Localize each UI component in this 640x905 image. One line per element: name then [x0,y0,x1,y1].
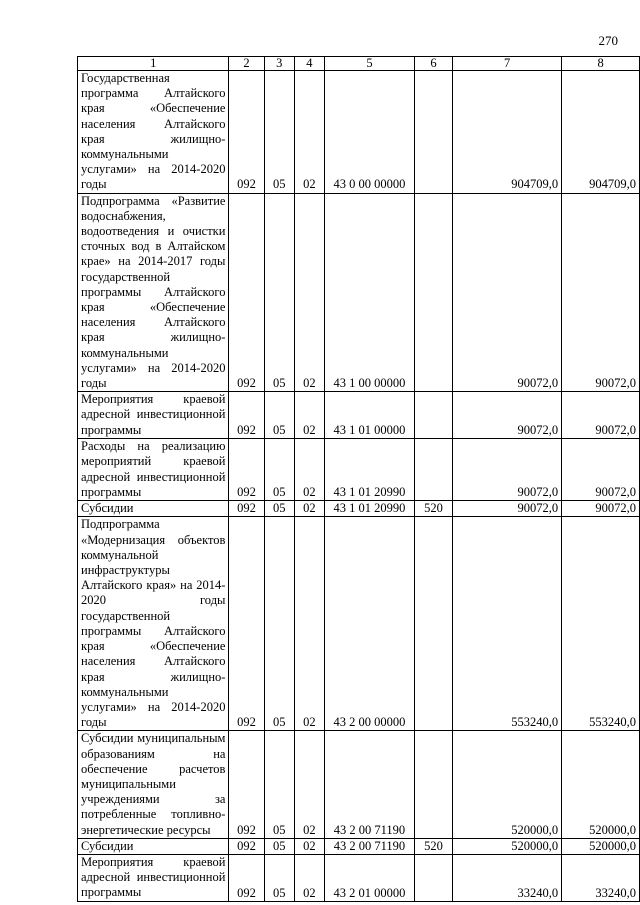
budget-table [77,56,640,902]
row-name [78,392,229,439]
column-header: 1 [78,57,229,71]
amount-cell-2: 90072,0 [562,193,640,392]
table-row [78,501,640,517]
subsection-cell: 02 [294,854,324,901]
column-header: 2 [229,57,264,71]
header-row [78,57,640,71]
section-cell: 05 [264,838,294,854]
expense-type-cell: 520 [414,501,452,517]
table-row [78,838,640,854]
table-row [78,193,640,392]
column-header: 8 [562,57,640,71]
target-article-cell: 43 2 00 71190 [324,838,414,854]
amount-cell-1: 520000,0 [453,731,562,838]
expense-type-cell [414,439,452,501]
grbs-cell: 092 [229,838,264,854]
row-name-text: Расходы на реализацию мероприятий краевой адресной инвестиционной программы [81,439,226,499]
row-name [78,854,229,901]
amount-cell-1: 904709,0 [453,71,562,194]
section-cell: 05 [264,517,294,731]
row-name [78,517,229,731]
row-name-text: Мероприятия краевой адресной инвестиционной программы [81,392,226,437]
page-number: 270 [598,33,618,48]
target-article-cell: 43 2 00 00000 [324,517,414,731]
target-article-cell: 43 0 00 00000 [324,71,414,194]
subsection-cell: 02 [294,439,324,501]
section-cell: 05 [264,501,294,517]
column-header: 3 [264,57,294,71]
subsection-cell: 02 [294,71,324,194]
section-cell: 05 [264,854,294,901]
section-cell: 05 [264,193,294,392]
table-row [78,731,640,838]
expense-type-cell [414,731,452,838]
row-name-text: Государственная программа Алтайского края «Обеспечение населения Алтайского края жилищно-коммунальными услугами» на 2014-2020 годы [81,71,226,192]
row-name-text: Подпрограмма «Развитие водоснабжения, водоотведения и очистки сточных вод в Алтайском крае» на 2014-2017 годы государственной программы Алтайского края «Обеспечение населения Алтайского края жилищно-коммунальными услугами» на 2014-2020 годы [81,193,226,391]
section-cell: 05 [264,392,294,439]
table-row [78,854,640,901]
target-article-cell: 43 1 01 20990 [324,439,414,501]
amount-cell-1: 520000,0 [453,838,562,854]
grbs-cell: 092 [229,71,264,194]
section-cell: 05 [264,731,294,838]
amount-cell-2: 520000,0 [562,838,640,854]
subsection-cell: 02 [294,193,324,392]
amount-cell-2: 90072,0 [562,439,640,501]
column-header: 5 [324,57,414,71]
grbs-cell: 092 [229,517,264,731]
amount-cell-2: 90072,0 [562,501,640,517]
subsection-cell: 02 [294,501,324,517]
amount-cell-1: 90072,0 [453,439,562,501]
column-header: 4 [294,57,324,71]
grbs-cell: 092 [229,501,264,517]
grbs-cell: 092 [229,392,264,439]
row-name-text: Субсидии [81,838,134,853]
grbs-cell: 092 [229,731,264,838]
expense-type-cell [414,71,452,194]
row-name [78,731,229,838]
row-name-text: Подпрограмма «Модернизация объектов коммунальной инфраструктуры Алтайского края» на 2014-2020 годы государственной программы Алтайского края «Обеспечение населения Алтайского края жилищно-коммунальными услугами» на 2014-2020 годы [81,517,226,730]
row-name-text: Субсидии муниципальным образованиям на обеспечение расчетов муниципальными учреждениями за потребленные топливно-энергетические ресурсы [81,731,226,837]
table-row [78,439,640,501]
subsection-cell: 02 [294,392,324,439]
amount-cell-2: 33240,0 [562,854,640,901]
target-article-cell: 43 1 01 00000 [324,392,414,439]
row-name [78,439,229,501]
subsection-cell: 02 [294,731,324,838]
table-row [78,392,640,439]
row-name-text: Мероприятия краевой адресной инвестиционной программы [81,854,226,900]
row-name-text: Субсидии [81,501,134,516]
amount-cell-1: 33240,0 [453,854,562,901]
amount-cell-2: 904709,0 [562,71,640,194]
subsection-cell: 02 [294,838,324,854]
grbs-cell: 092 [229,854,264,901]
amount-cell-1: 553240,0 [453,517,562,731]
column-header: 6 [414,57,452,71]
amount-cell-2: 90072,0 [562,392,640,439]
expense-type-cell: 520 [414,838,452,854]
column-header: 7 [453,57,562,71]
section-cell: 05 [264,439,294,501]
grbs-cell: 092 [229,193,264,392]
target-article-cell: 43 2 01 00000 [324,854,414,901]
amount-cell-1: 90072,0 [453,501,562,517]
amount-cell-2: 520000,0 [562,731,640,838]
expense-type-cell [414,392,452,439]
table-row [78,71,640,194]
subsection-cell: 02 [294,517,324,731]
table-row [78,517,640,731]
section-cell: 05 [264,71,294,194]
grbs-cell: 092 [229,439,264,501]
row-name [78,838,229,854]
amount-cell-1: 90072,0 [453,392,562,439]
row-name [78,193,229,392]
target-article-cell: 43 1 01 20990 [324,501,414,517]
amount-cell-1: 90072,0 [453,193,562,392]
row-name [78,501,229,517]
expense-type-cell [414,854,452,901]
target-article-cell: 43 2 00 71190 [324,731,414,838]
row-name [78,71,229,194]
expense-type-cell [414,517,452,731]
amount-cell-2: 553240,0 [562,517,640,731]
target-article-cell: 43 1 00 00000 [324,193,414,392]
expense-type-cell [414,193,452,392]
